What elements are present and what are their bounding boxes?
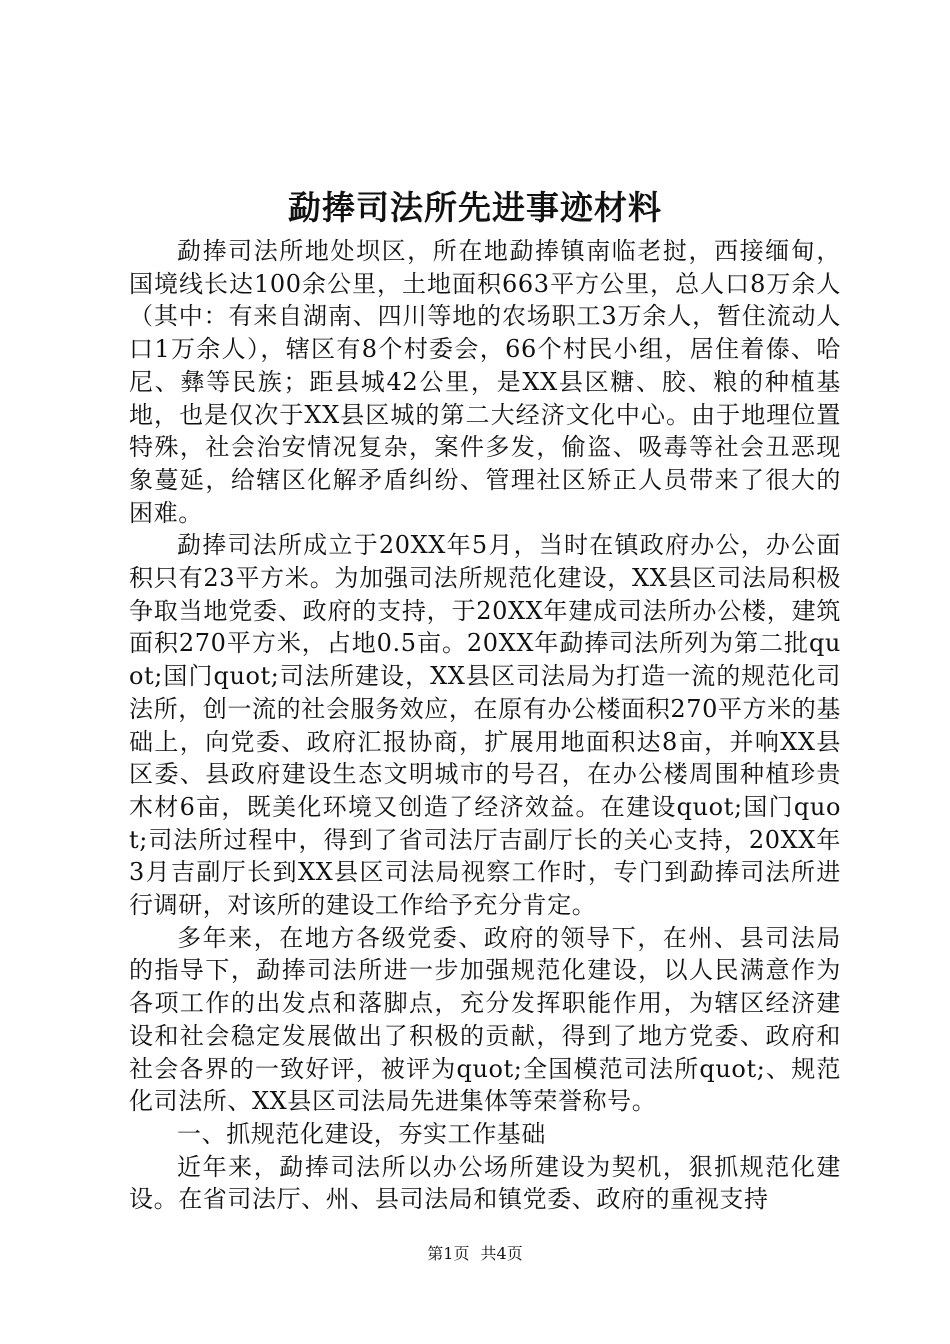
page-footer: [0, 1243, 950, 1265]
paragraph-history: 勐捧司法所成立于20XX年5月，当时在镇政府办公，办公面积只有23平方米。为加强司法所规范化建设，XX县区司法局积极争取当地党委、政府的支持，于20XX年建成司法所办公楼，建筑面积270平方米，占地0.5亩。20XX年勐捧司法所列为第二批quot;国门quot;司法所建设，XX县区司法局为打造一流的规范化司法所，创一流的社会服务效应，在原有办公楼面积270平方米的基础上，向党委、政府汇报协商，扩展用地面积达8亩，并响XX县区委、县政府建设生态文明城市的号召，在办公楼周围种植珍贵木材6亩，既美化环境又创造了经济效益。在建设quot;国门quot;司法所过程中，得到了省司法厅吉副厅长的关心支持，20XX年3月吉副厅长到XX县区司法局视察工作时，专门到勐捧司法所进行调研，对该所的建设工作给予充分肯定。: [129, 531, 841, 920]
page-number: 第1页: [427, 1244, 470, 1263]
paragraph-intro: 勐捧司法所地处坝区，所在地勐捧镇南临老挝，西接缅甸，国境线长达100余公里，土地面积663平方公里，总人口8万余人（其中：有来自湖南、四川等地的农场职工3万余人，暂住流动人口1万余人），辖区有8个村委会，66个村民小组，居住着傣、哈尼、彝等民族；距县城42公里，是XX县区糖、胶、粮的种植基地，也是仅次于XX县区城的第二大经济文化中心。由于地理位置特殊，社会治安情况复杂，案件多发，偷盗、吸毒等社会丑恶现象蔓延，给辖区化解矛盾纠纷、管理社区矫正人员带来了很大的困难。: [129, 237, 841, 527]
document-body: [129, 235, 841, 1216]
paragraph-section-one: 近年来，勐捧司法所以办公场所建设为契机，狠抓规范化建设。在省司法厅、州、县司法局和镇党委、政府的重视支持: [129, 1152, 841, 1214]
document-title: 勐捧司法所先进事迹材料: [288, 188, 662, 227]
paragraph-achievements: 多年来，在地方各级党委、政府的领导下，在州、县司法局的指导下，勐捧司法所进一步加强规范化建设，以人民满意作为各项工作的出发点和落脚点，充分发挥职能作用，为辖区经济建设和社会稳定发展做出了积极的贡献，得到了地方党委、政府和社会各界的一致好评，被评为quot;全国模范司法所quot;、规范化司法所、XX县区司法局先进集体等荣誉称号。: [129, 923, 841, 1116]
page-total: 共4页: [480, 1244, 523, 1263]
section-heading: 一、抓规范化建设，夯实工作基础: [177, 1119, 546, 1148]
